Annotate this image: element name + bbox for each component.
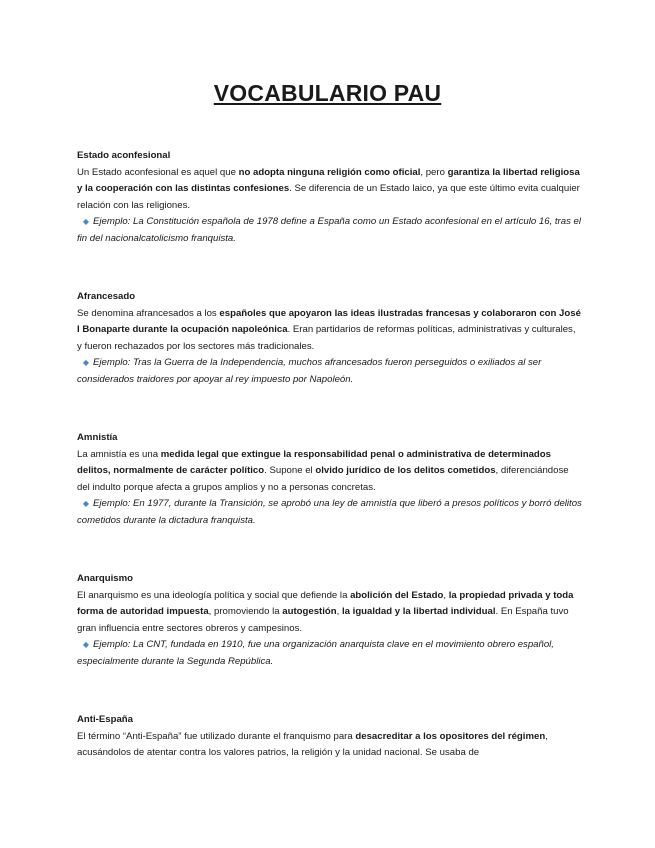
entry-example: ◆ Ejemplo: La CNT, fundada en 1910, fue una organización anarquista clave en el movimiento obrero español, especialmente durante la Segunda República. bbox=[77, 639, 554, 667]
entry-example: ◆ Ejemplo: Tras la Guerra de la Independencia, muchos afrancesados fueron perseguidos o exiliados al ser considerados traidores por apoyar al rey impuesto por Napoleón. bbox=[77, 357, 542, 385]
entry-definition bbox=[77, 729, 582, 762]
entry-afrancesado bbox=[77, 289, 582, 389]
entry-amnistia bbox=[77, 430, 582, 530]
definition-run: El anarquismo es una ideología política y social que defiende la bbox=[77, 589, 351, 601]
definition-run: , promoviendo la bbox=[208, 606, 283, 618]
entry-definition bbox=[77, 165, 582, 215]
definition-run: La amnistía es una bbox=[77, 448, 161, 460]
definition-run: . Eran partidarios de reformas políticas, administrativas y culturales, y fueron rechazados por los sectores más tradicionales. bbox=[77, 324, 576, 352]
entry-example: ◆ Ejemplo: La Constitución española de 1978 define a España como un Estado aconfesional en el artículo 16, tras el fin del nacionalcatolicismo franquista. bbox=[77, 216, 582, 244]
entry-term: Amnistía bbox=[77, 432, 118, 443]
definition-run: Se denomina afrancesados a los bbox=[77, 307, 220, 319]
definition-bold-run: autogestión bbox=[282, 606, 337, 618]
entry-anarquismo bbox=[77, 571, 582, 671]
definition-bold-run: no adopta ninguna religión como oficial bbox=[238, 166, 421, 178]
definition-run: , pero bbox=[420, 166, 448, 178]
entry-definition bbox=[77, 306, 582, 356]
diamond-bullet-icon: ◆ bbox=[82, 499, 90, 509]
diamond-bullet-icon: ◆ bbox=[82, 217, 90, 227]
definition-run: . En España tuvo gran influencia entre sectores obreros y campesinos. bbox=[77, 606, 569, 634]
definition-bold-run: la igualdad y la libertad individual bbox=[341, 606, 496, 618]
entry-definition bbox=[77, 588, 582, 638]
definition-bold-run: desacreditar a los opositores del régimen bbox=[355, 730, 546, 742]
definition-bold-run: abolición del Estado bbox=[350, 589, 444, 601]
definition-run: , bbox=[443, 589, 449, 601]
entry-anti-espana bbox=[77, 712, 582, 762]
entry-example: ◆ Ejemplo: En 1977, durante la Transición, se aprobó una ley de amnistía que liberó a presos políticos y borró delitos cometidos durante la dictadura franquista. bbox=[77, 498, 582, 526]
definition-bold-run: la propiedad privada y toda forma de autoridad impuesta bbox=[77, 589, 574, 618]
entry-term: Estado aconfesional bbox=[77, 150, 171, 161]
entry-term: Afrancesado bbox=[77, 291, 136, 302]
definition-run: , bbox=[336, 606, 342, 618]
diamond-bullet-icon: ◆ bbox=[82, 640, 90, 650]
definition-run: , acusándolos de atentar contra los valores patrios, la religión y la unidad nacional. Se usaba de bbox=[77, 730, 548, 759]
definition-run: . Se diferencia de un Estado laico, ya que este último evita cualquier relación con las religiones. bbox=[77, 183, 580, 211]
definition-bold-run: garantiza la libertad religiosa y la cooperación con las distintas confesiones bbox=[77, 166, 580, 195]
page-title: VOCABULARIO PAU bbox=[213, 80, 442, 106]
diamond-bullet-icon: ◆ bbox=[82, 358, 90, 368]
entry-estado-aconfesional bbox=[77, 148, 582, 248]
entry-definition bbox=[77, 447, 582, 497]
definition-bold-run: medida legal que extingue la responsabilidad penal o administrativa de determinados delitos, normalmente de carácter político bbox=[77, 448, 551, 477]
definition-bold-run: olvido jurídico de los delitos cometidos bbox=[315, 465, 496, 477]
definition-bold-run: españoles que apoyaron las ideas ilustradas francesas y colaboraron con José I Bonaparte durante la ocupación napoleónica bbox=[77, 307, 581, 336]
entry-term: Anarquismo bbox=[77, 573, 133, 584]
definition-run: Un Estado aconfesional es aquel que bbox=[77, 166, 239, 178]
definition-run: , diferenciándose del indulto porque afecta a grupos amplios y no a personas concretas. bbox=[77, 465, 569, 493]
definition-run: . Supone el bbox=[264, 465, 316, 477]
entry-term: Anti-España bbox=[77, 714, 133, 725]
definition-run: El término “Anti-España” fue utilizado durante el franquismo para bbox=[77, 730, 356, 742]
